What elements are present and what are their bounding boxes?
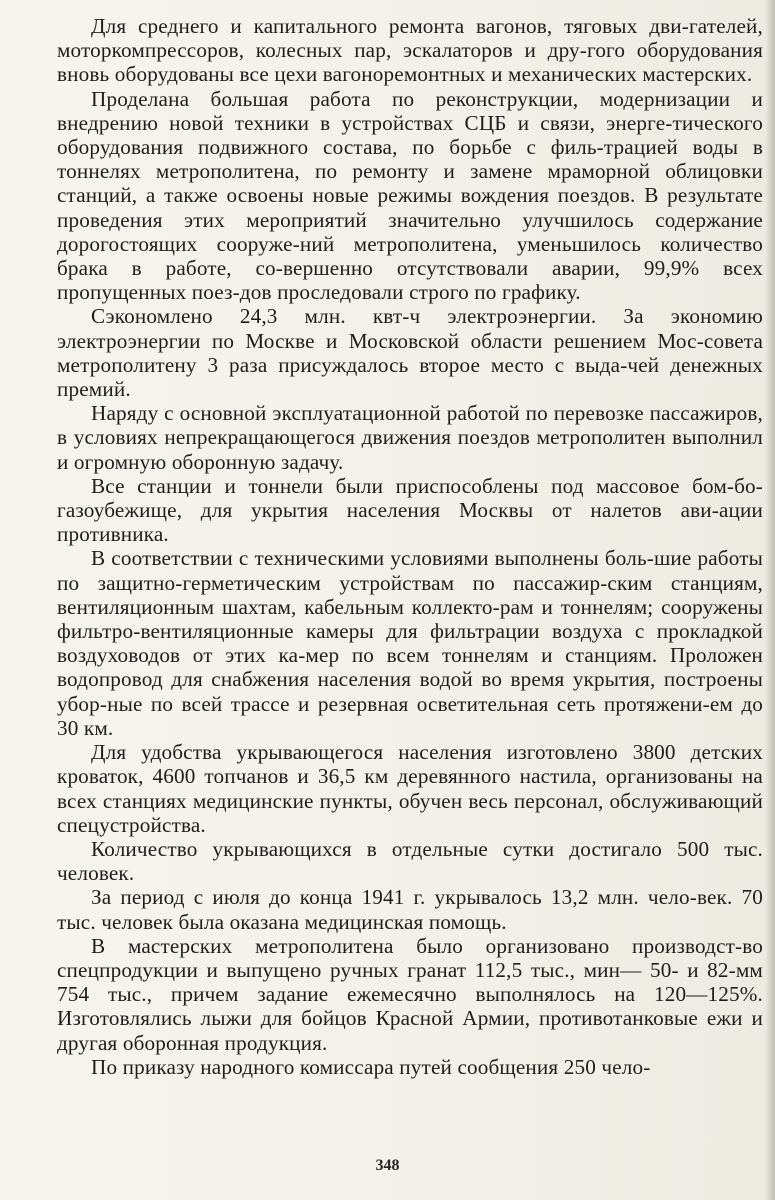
paragraph: По приказу народного комиссара путей сообщения 250 чело- bbox=[91, 1054, 651, 1079]
paragraph: Для удобства укрывающегося населения изготовлено 3800 детских кроваток, 4600 топчанов и 36,5 км деревянного настила, организованы на всех станциях медицинские пункты, обучен весь персонал, обслуживающий спецустройства. bbox=[57, 740, 763, 837]
paragraph: Количество укрывающихся в отдельные сутки достигало 500 тыс. человек. bbox=[57, 836, 763, 886]
page-number: 348 bbox=[375, 1157, 400, 1174]
paragraph: В мастерских метрополитена было организовано производст-во спецпродукции и выпущено ручных гранат 112,5 тыс., мин— 50- и 82-мм 754 тыс., причем задание ежемесячно выполнялось на 120—125%. Изготовлялись лыжи для бойцов Красной Армии, противотанковые ежи и другая оборонная продукция. bbox=[57, 933, 763, 1055]
paragraph: За период с июля до конца 1941 г. укрывалось 13,2 млн. чело-век. 70 тыс. человек была оказана медицинская помощь. bbox=[57, 885, 763, 934]
body-text bbox=[57, 14, 763, 1079]
paragraph: Проделана большая работа по реконструкции, модернизации и внедрению новой техники в устройствах СЦБ и связи, энерге-тического оборудования подвижного состава, по борьбе с филь-трацией воды в тоннелях метрополитена, по ремонту и замене мраморной облицовки станций, а также освоены новые режимы вождения поездов. В результате проведения этих мероприятий значительно улучшилось содержание дорогостоящих сооруже-ний метрополитена, уменьшилось количество брака в работе, со-вершенно отсутствовали аварии, 99,9% всех пропущенных поез-дов проследовали строго по графику. bbox=[57, 86, 763, 305]
paragraph: В соответствии с техническими условиями выполнены боль-шие работы по защитно-герметическим устройствам по пассажир-ским станциям, вентиляционным шахтам, кабельным коллекто-рам и тоннелям; сооружены фильтро-вентиляционные камеры для фильтрации воздуха с прокладкой воздуховодов от этих ка-мер по всем тоннелям и станциям. Проложен водопровод для снабжения населения водой во время укрытия, построены убор-ные по всей трассе и резервная осветительная сеть протяжени-ем до 30 км. bbox=[57, 546, 763, 740]
paragraph: Для среднего и капитального ремонта вагонов, тяговых дви-гателей, моторкомпрессоров, колесных пар, эскалаторов и дру-гого оборудования вновь оборудованы все цехи вагоноремонтных и механических мастерских. bbox=[57, 14, 763, 87]
paragraph: Все станции и тоннели были приспособлены под массовое бом-бо-газоубежище, для укрытия населения Москвы от налетов ави-ации противника. bbox=[57, 473, 763, 547]
page-edge-shadow bbox=[765, 0, 775, 1200]
paragraph: Сэкономлено 24,3 млн. квт-ч электроэнергии. За экономию электроэнергии по Москве и Московской области решением Мос-совета метрополитену 3 раза присуждалось второе место с выда-чей денежных премий. bbox=[57, 304, 763, 402]
paragraph: Наряду с основной эксплуатационной работой по перевозке пассажиров, в условиях непрекращающегося движения поездов метрополитен выполнил и огромную оборонную задачу. bbox=[57, 401, 763, 474]
